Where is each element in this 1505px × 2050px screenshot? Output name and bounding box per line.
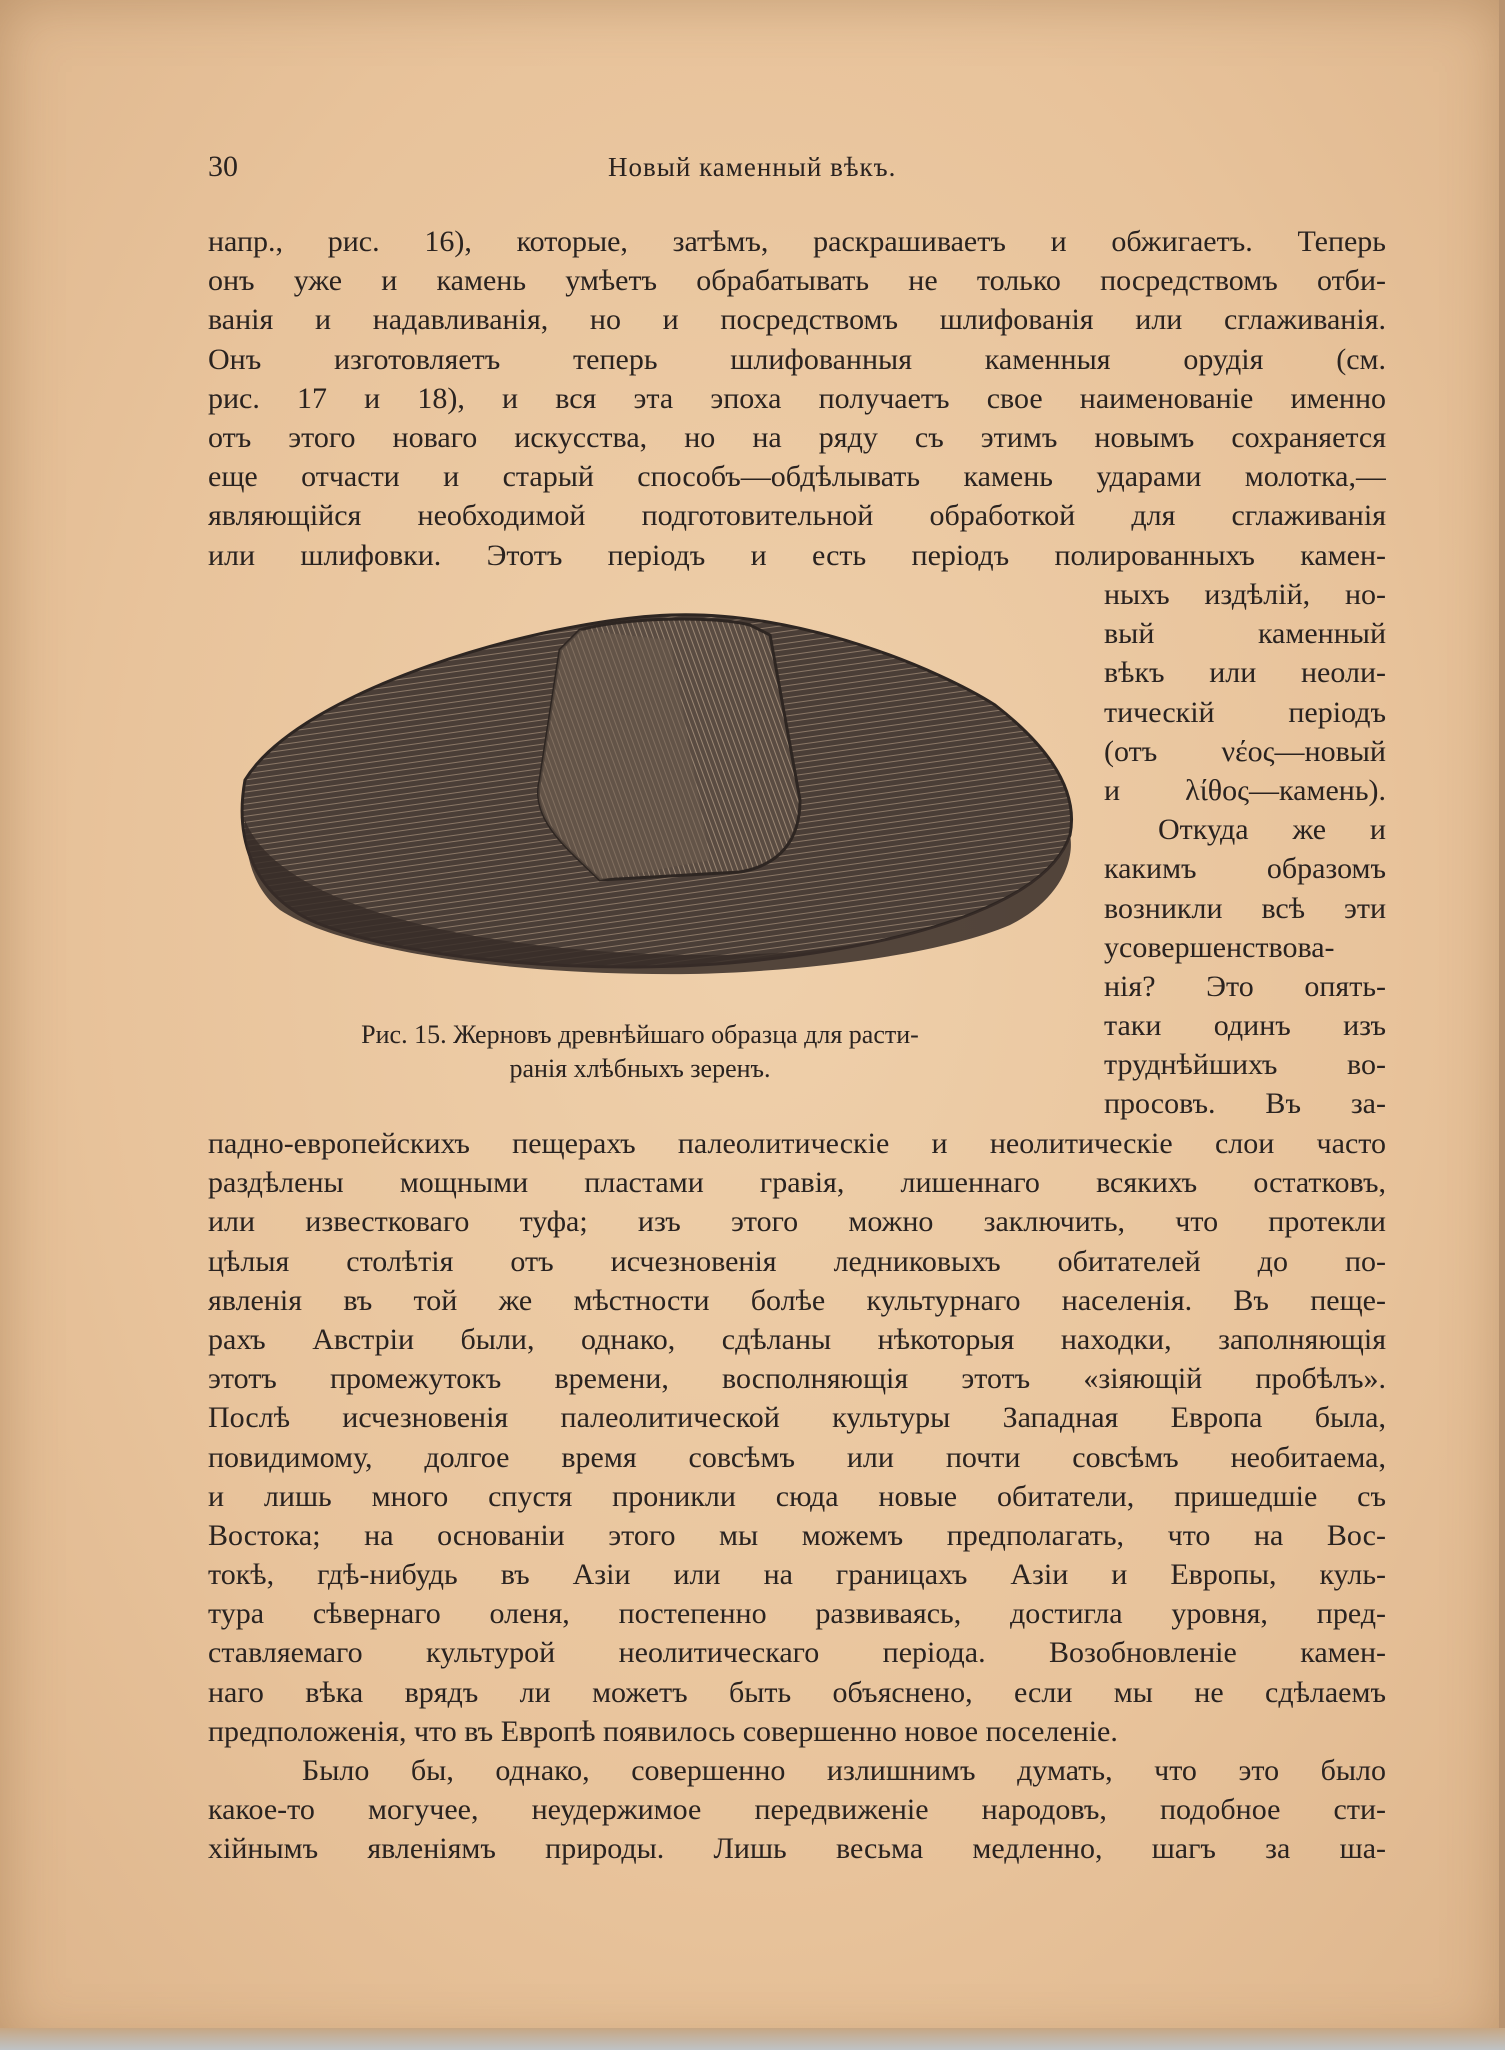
text-line: отъ этого новаго искусства, но на ряду съ этимъ новымъ сохраняется (208, 420, 1386, 454)
text-line: вый каменный (1104, 617, 1386, 651)
text-line: Востока; на основаніи этого мы можемъ предполагать, что на Вос- (208, 1518, 1386, 1552)
text-line: рахъ Австріи были, однако, сдѣланы нѣкоторыя находки, заполняющія (208, 1322, 1386, 1356)
page-header (208, 150, 1388, 194)
text-line: Онъ изготовляетъ теперь шлифованныя каменныя орудія (см. (208, 342, 1386, 376)
side-column-text (1104, 575, 1386, 1124)
text-line: еще отчасти и старый способъ—обдѣлывать камень ударами молотка,— (208, 460, 1386, 494)
text-line: Послѣ исчезновенія палеолитической культуры Западная Европа была, (208, 1401, 1386, 1435)
text-line: Было бы, однако, совершенно излишнимъ думать, что это было (302, 1754, 1386, 1787)
text-line: какимъ образомъ (1104, 852, 1386, 886)
paragraph-3 (208, 1751, 1386, 1869)
text-line: Откуда же и (1158, 813, 1386, 847)
text-line: явленія въ той же мѣстности болѣе культурнаго населенія. Въ пеще- (208, 1283, 1386, 1317)
text-line: падно-европейскихъ пещерахъ палеолитическіе и неолитическіе слои часто (208, 1127, 1386, 1160)
text-line: и λίθος—камень). (1104, 773, 1386, 807)
text-line: ванія и надавливанія, но и посредствомъ шлифованія или сглаживанія. (208, 303, 1386, 337)
text-line: рис. 17 и 18), и вся эта эпоха получаетъ свое наименованіе именно (208, 381, 1386, 415)
text-line: или известковаго туфа; изъ этого можно заключить, что протекли (208, 1205, 1386, 1239)
caption-line: Рис. 15. Жерновъ древнѣйшаго образца для расти- (361, 1020, 919, 1049)
page-edge-bottom (0, 2028, 1505, 2050)
paragraph-1 (208, 222, 1386, 575)
figure-caption (240, 1018, 1040, 1086)
text-line: или шлифовки. Этотъ періодъ и есть періодъ полированныхъ камен- (208, 538, 1386, 572)
text-line: вѣкъ или неоли- (1104, 656, 1386, 690)
text-line: токѣ, гдѣ-нибудь въ Азіи или на границахъ Азіи и Европы, куль- (208, 1558, 1386, 1592)
text-line: наго вѣка врядъ ли можетъ быть объяснено, если мы не сдѣлаемъ (208, 1675, 1386, 1709)
text-line: онъ уже и камень умѣетъ обрабатывать не только посредствомъ отби- (208, 264, 1386, 298)
text-line: таки одинъ изъ (1104, 1009, 1386, 1043)
text-line: цѣлыя столѣтія отъ исчезновенія ледниковыхъ обитателей до по- (208, 1244, 1386, 1278)
text-line: раздѣлены мощными пластами гравія, лишеннаго всякихъ остатковъ, (208, 1166, 1386, 1200)
text-line: какое-то могучее, неудержимое передвиженіе народовъ, подобное сти- (208, 1793, 1386, 1827)
text-line: предположенія, что въ Европѣ появилось совершенно новое поселеніе. (208, 1714, 1118, 1748)
page-edge-right (1499, 0, 1505, 2050)
text-line: тура сѣвернаго оленя, постепенно развиваясь, достигла уровня, пред- (208, 1597, 1386, 1631)
text-line: нія? Это опять- (1104, 969, 1386, 1003)
text-line: тическій періодъ (1104, 695, 1386, 729)
paragraph-2 (208, 1124, 1386, 1751)
text-line: и лишь много спустя проникли сюда новые обитатели, пришедшіе съ (208, 1479, 1386, 1513)
text-line: возникли всѣ эти (1104, 891, 1386, 925)
text-line: повидимому, долгое время совсѣмъ или почти совсѣмъ необитаема, (208, 1440, 1386, 1474)
text-line: напр., рис. 16), которые, затѣмъ, раскрашиваетъ и обжигаетъ. Теперь (208, 225, 1386, 258)
running-title: Новый каменный вѣкъ. (608, 152, 897, 182)
text-line: являющійся необходимой подготовительной обработкой для сглаживанія (208, 499, 1386, 533)
millstone-engraving (240, 610, 1080, 990)
text-line: хійнымъ явленіямъ природы. Лишь весьма медленно, шагъ за ша- (208, 1832, 1386, 1866)
millstone-illustration (240, 610, 1080, 990)
text-line: усовершенствова- (1104, 930, 1335, 964)
text-line: просовъ. Въ за- (1104, 1087, 1386, 1121)
page-number: 30 (208, 150, 238, 183)
text-line: труднѣйшихъ во- (1104, 1048, 1386, 1082)
text-line: этотъ промежутокъ времени, восполняющія этотъ «зіяющій пробѣлъ». (208, 1362, 1386, 1396)
text-line: ныхъ издѣлій, но- (1104, 578, 1386, 611)
caption-line: ранія хлѣбныхъ зеренъ. (509, 1054, 771, 1083)
text-line: ставляемаго культурой неолитическаго періода. Возобновленіе камен- (208, 1636, 1386, 1670)
text-line: (отъ νέος—новый (1104, 734, 1386, 768)
